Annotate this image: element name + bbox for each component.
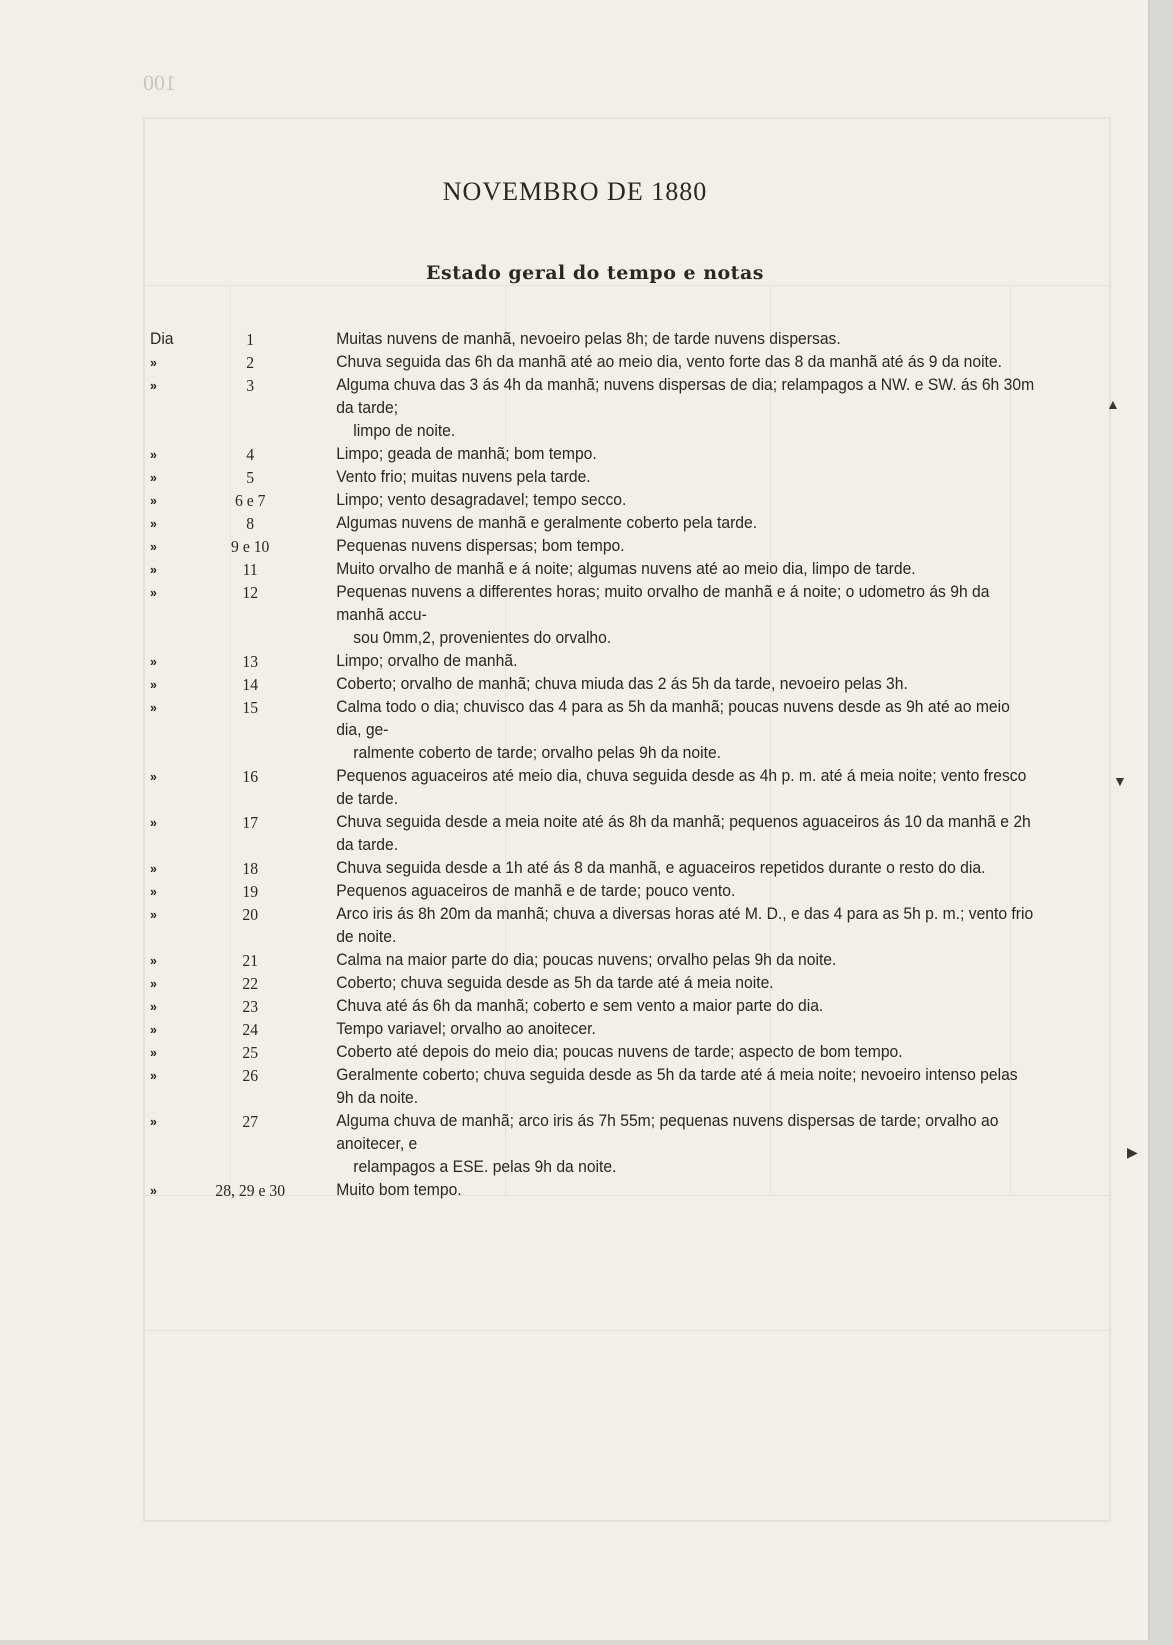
list-item [150,696,1038,765]
note-line: Chuva até ás 6h da manhã; coberto e sem vento a maior parte do dia. [336,997,824,1015]
bleed-through-rule [143,285,1111,286]
list-item [150,650,1038,673]
weather-note [336,673,1038,696]
row-label: » [150,1114,157,1129]
weather-note [336,489,1038,512]
bleed-through-rule [143,1330,1111,1331]
list-item [150,1110,1038,1179]
day-number: 12 [242,583,259,602]
list-item [150,903,1038,949]
row-label: » [150,654,157,669]
row-label: » [150,999,157,1014]
day-number: 11 [242,560,258,579]
list-item [150,512,1038,535]
day-number: 2 [246,353,255,372]
list-item [150,972,1038,995]
row-label: » [150,907,157,922]
note-line: limpo de noite. [353,422,456,440]
note-line: Limpo; vento desagradavel; tempo secco. [336,491,627,509]
row-label: » [150,378,157,393]
note-line: Muito bom tempo. [336,1181,462,1199]
note-line: Calma na maior parte do dia; poucas nuvens; orvalho pelas 9h da noite. [336,951,837,969]
weather-note [336,1018,1038,1041]
day-number: 1 [246,330,255,349]
day-number: 6 e 7 [234,491,266,510]
day-number: 18 [242,859,259,878]
list-item [150,374,1038,443]
weather-note [336,949,1038,972]
page-title: NOVEMBRO DE 1880 [442,177,708,207]
row-label: » [150,1183,157,1198]
row-label: » [150,700,157,715]
list-item [150,949,1038,972]
weather-note [336,443,1038,466]
list-item [150,880,1038,903]
note-line: Alguma chuva das 3 ás 4h da manhã; nuvens dispersas de dia; relampagos a NW. e SW. ás 6h 30m da tarde; [336,376,1035,417]
weather-note [336,512,1038,535]
day-number: 17 [242,813,259,832]
day-number: 14 [242,675,259,694]
day-number: 21 [242,951,259,970]
margin-mark: ▲ [1106,398,1120,413]
note-line: Pequenas nuvens dispersas; bom tempo. [336,537,625,555]
list-item [150,443,1038,466]
row-label: » [150,1045,157,1060]
day-number: 19 [242,882,259,901]
row-label: » [150,953,157,968]
list-item [150,1018,1038,1041]
day-number: 20 [242,905,259,924]
note-line: Algumas nuvens de manhã e geralmente coberto pela tarde. [336,514,758,532]
note-line: ralmente coberto de tarde; orvalho pelas 9h da noite. [353,744,722,762]
note-line: Alguma chuva de manhã; arco iris ás 7h 55m; pequenas nuvens dispersas de tarde; orvalho ao anoitecer, e [336,1112,999,1153]
list-item [150,857,1038,880]
weather-note [336,880,1038,903]
list-item [150,351,1038,374]
note-line: Pequenas nuvens a differentes horas; muito orvalho de manhã e á noite; o udometro ás 9h da manhã accu- [336,583,990,624]
day-number: 15 [242,698,259,717]
day-number: 25 [242,1043,259,1062]
note-line: Chuva seguida das 6h da manhã até ao meio dia, vento forte das 8 da manhã até ás 9 da noite. [336,353,1002,371]
list-item [150,811,1038,857]
weather-notes-list [150,328,1038,1202]
section-heading: Estado geral do tempo e notas [426,261,764,284]
note-line: Geralmente coberto; chuva seguida desde as 5h da tarde até á meia noite; nevoeiro intenso pelas 9h da noite. [336,1066,1018,1107]
row-label: » [150,562,157,577]
day-number: 4 [246,445,255,464]
note-line: Limpo; orvalho de manhã. [336,652,518,670]
weather-note [336,535,1038,558]
row-label: » [150,884,157,899]
note-line: Muito orvalho de manhã e á noite; algumas nuvens até ao meio dia, limpo de tarde. [336,560,916,578]
day-number: 8 [246,514,255,533]
list-item [150,466,1038,489]
list-item [150,581,1038,650]
list-item [150,995,1038,1018]
list-item [150,765,1038,811]
note-line: Muitas nuvens de manhã, nevoeiro pelas 8h; de tarde nuvens dispersas. [336,330,841,348]
weather-note [336,995,1038,1018]
note-line: Vento frio; muitas nuvens pela tarde. [336,468,591,486]
list-item [150,558,1038,581]
note-line: Limpo; geada de manhã; bom tempo. [336,445,597,463]
weather-note [336,765,1038,811]
weather-note [336,1041,1038,1064]
day-number: 27 [242,1112,259,1131]
note-line: Arco iris ás 8h 20m da manhã; chuva a diversas horas até M. D., e das 4 para as 5h p. m.; vento frio de noite. [336,905,1034,946]
weather-note [336,857,1038,880]
note-line: Calma todo o dia; chuvisco das 4 para as 5h da manhã; poucas nuvens desde as 9h até ao meio dia, ge- [336,698,1010,739]
note-line: sou 0mm,2, provenientes do orvalho. [353,629,612,647]
row-label: » [150,976,157,991]
day-number: 28, 29 e 30 [215,1181,286,1200]
weather-note [336,1064,1038,1110]
row-label: » [150,585,157,600]
day-number: 23 [242,997,259,1016]
row-label: » [150,539,157,554]
row-label: » [150,1068,157,1083]
list-item [150,673,1038,696]
list-item [150,1179,1038,1202]
note-line: Pequenos aguaceiros até meio dia, chuva seguida desde as 4h p. m. até á meia noite; vento fresco de tarde. [336,767,1027,808]
day-number: 5 [246,468,255,487]
weather-note [336,1110,1038,1179]
row-label: » [150,447,157,462]
day-number: 26 [242,1066,259,1085]
weather-note [336,811,1038,857]
note-line: Coberto; orvalho de manhã; chuva miuda das 2 ás 5h da tarde, nevoeiro pelas 3h. [336,675,908,693]
row-label: » [150,1022,157,1037]
row-label: » [150,861,157,876]
weather-note [336,903,1038,949]
note-line: relampagos a ESE. pelas 9h da noite. [353,1158,617,1176]
row-label: » [150,470,157,485]
list-item [150,1064,1038,1110]
note-line: Tempo variavel; orvalho ao anoitecer. [336,1020,596,1038]
day-number: 3 [246,376,255,395]
row-label: » [150,677,157,692]
note-line: Coberto até depois do meio dia; poucas nuvens de tarde; aspecto de bom tempo. [336,1043,903,1061]
weather-note [336,972,1038,995]
day-number: 9 e 10 [231,537,270,556]
day-number: 13 [242,652,259,671]
note-line: Chuva seguida desde a meia noite até ás 8h da manhã; pequenos aguaceiros ás 10 da manhã e 2h da tarde. [336,813,1031,854]
day-number: 24 [242,1020,259,1039]
row-label: » [150,769,157,784]
weather-note [336,650,1038,673]
weather-note [336,351,1038,374]
note-line: Chuva seguida desde a 1h até ás 8 da manhã, e aguaceiros repetidos durante o resto do dia. [336,859,986,877]
list-item [150,328,1038,351]
row-label: » [150,493,157,508]
row-label: » [150,815,157,830]
list-item [150,1041,1038,1064]
weather-note [336,1179,1038,1202]
day-number: 22 [242,974,259,993]
row-label: » [150,516,157,531]
list-item [150,489,1038,512]
weather-note [336,328,1038,351]
note-line: Coberto; chuva seguida desde as 5h da tarde até á meia noite. [336,974,774,992]
weather-note [336,581,1038,650]
row-label: Dia [150,330,174,348]
weather-note [336,374,1038,443]
list-item [150,535,1038,558]
margin-mark: ▼ [1113,775,1127,790]
weather-note [336,696,1038,765]
row-label: » [150,355,157,370]
weather-note [336,466,1038,489]
margin-mark: ▶ [1127,1146,1138,1161]
day-number: 16 [242,767,259,786]
note-line: Pequenos aguaceiros de manhã e de tarde; pouco vento. [336,882,736,900]
weather-note [336,558,1038,581]
page-number: 100 [143,70,176,95]
